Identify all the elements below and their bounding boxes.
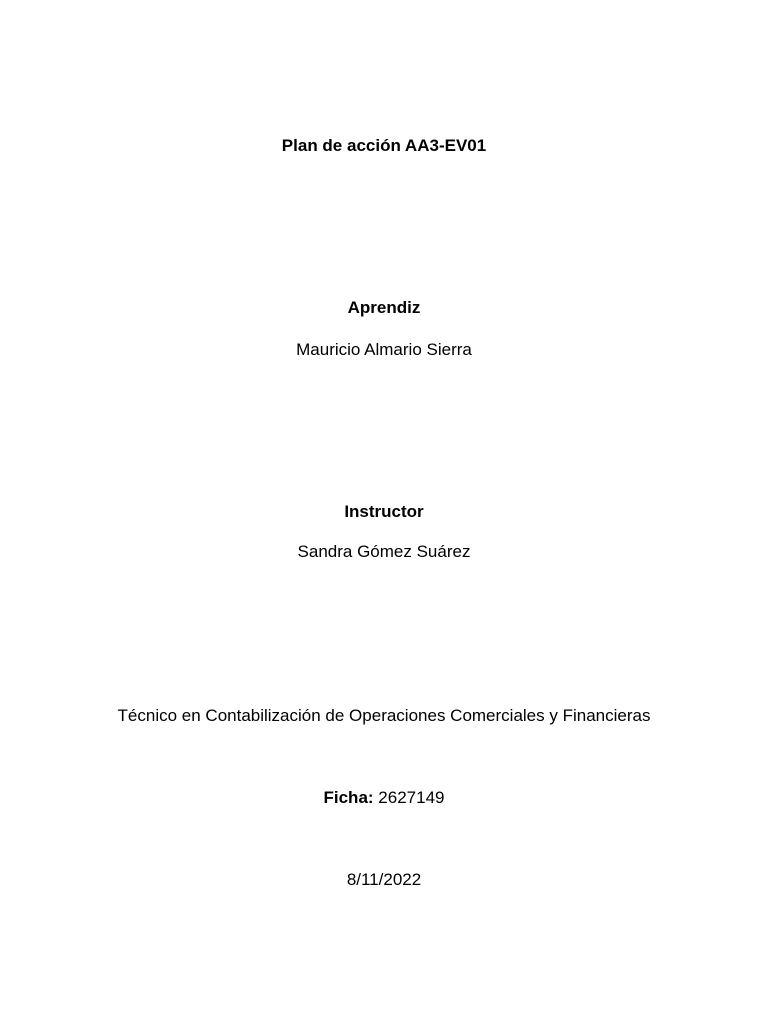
ficha-line — [0, 787, 768, 809]
instructor-name: Sandra Gómez Suárez — [297, 542, 471, 561]
ficha-label: Ficha: — [323, 788, 374, 807]
apprentice-label: Aprendiz — [347, 298, 421, 317]
document-date: 8/11/2022 — [346, 870, 422, 889]
program-name: Técnico en Contabilización de Operaciones Comerciales y Financieras — [117, 706, 651, 725]
instructor-label: Instructor — [344, 502, 424, 521]
apprentice-name: Mauricio Almario Sierra — [296, 340, 472, 359]
document-title: Plan de acción AA3-EV01 — [281, 136, 487, 155]
ficha-value: 2627149 — [378, 788, 445, 807]
